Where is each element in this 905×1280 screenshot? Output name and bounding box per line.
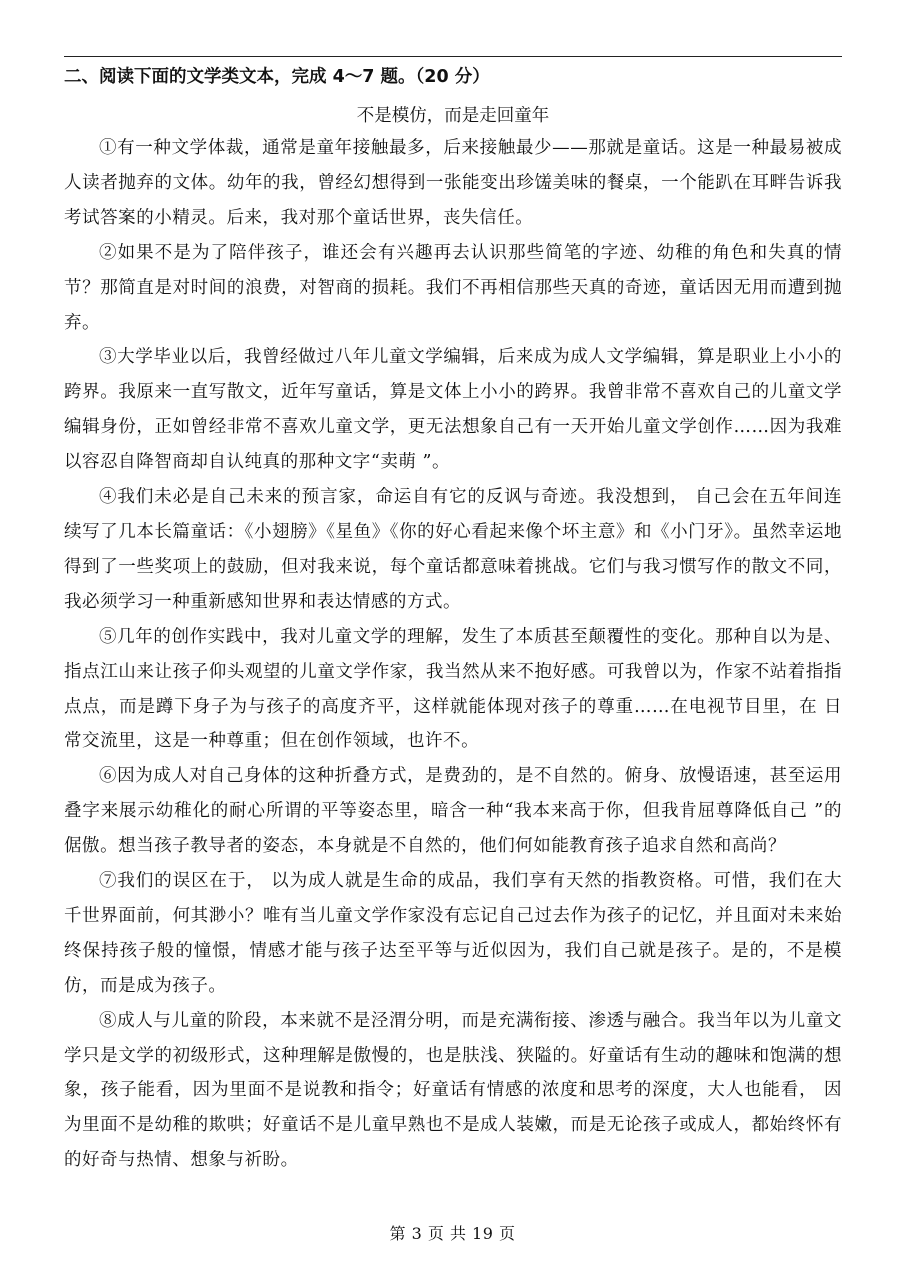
paragraph-1: ①有一种文学体裁，通常是童年接触最多，后来接触最少——那就是童话。这是一种最易被成人读者抛弃的文体。幼年的我，曾经幻想得到一张能变出珍馐美味的餐桌，一个能趴在耳畔告诉我考试答案的小精灵。后来，我对那个童话世界，丧失信任。	[64, 138, 842, 228]
article-body	[64, 131, 842, 1178]
section-heading: 二、阅读下面的文学类文本，完成 4～7 题。（20 分）	[64, 67, 490, 87]
paragraph-7: ⑦我们的误区在于， 以为成人就是生命的成品，我们享有天然的指教资格。可惜，我们在大千世界面前，何其渺小？唯有当儿童文学作家没有忘记自己过去作为孩子的记忆，并且面对未来始终保持孩子般的憧憬，情感才能与孩子达至平等与近似因为，我们自己就是孩子。是的，不是模仿，而是成为孩子。	[64, 871, 842, 996]
paragraph-2: ②如果不是为了陪伴孩子，谁还会有兴趣再去认识那些简笔的字迹、幼稚的角色和失真的情节？那简直是对时间的浪费，对智商的损耗。我们不再相信那些天真的奇迹，童话因无用而遭到抛弃。	[64, 242, 842, 333]
paragraph-3: ③大学毕业以后，我曾经做过八年儿童文学编辑，后来成为成人文学编辑，算是职业上小小的跨界。我原来一直写散文，近年写童话，算是文体上小小的跨界。我曾非常不喜欢自己的儿童文学编辑身份，正如曾经非常不喜欢儿童文学，更无法想象自己有一天开始儿童文学创作……因为我难以容忍自降智商却自认纯真的那种文字“卖萌 ”。	[64, 347, 842, 473]
paragraph-5: ⑤几年的创作实践中，我对儿童文学的理解，发生了本质甚至颠覆性的变化。那种自以为是、指点江山来让孩子仰头观望的儿童文学作家，我当然从来不抱好感。可我曾以为，作家不站着指指点点，而是蹲下身子为与孩子的高度齐平，这样就能体现对孩子的尊重……在电视节目里，在 日常交流里，这是一种尊重；但在创作领域，也许不。	[64, 626, 842, 752]
top-rule	[64, 56, 842, 57]
paragraph-8: ⑧成人与儿童的阶段，本来就不是泾渭分明，而是充满衔接、渗透与融合。我当年以为儿童文学只是文学的初级形式，这种理解是傲慢的，也是肤浅、狭隘的。好童话有生动的趣味和饱满的想象，孩子能看，因为里面不是说教和指令；好童话有情感的浓度和思考的深度，大人也能看， 因为里面不是幼稚的欺哄；好童话不是儿童早熟也不是成人装嫩，而是无论孩子或成人，都始终怀有的好奇与热情、想象与祈盼。	[64, 1010, 842, 1171]
paragraph-6: ⑥因为成人对自己身体的这种折叠方式，是费劲的，是不自然的。俯身、放慢语速，甚至运用叠字来展示幼稚化的耐心所谓的平等姿态里，暗含一种“我本来高于你，但我肯屈尊降低自己 ”的倨傲。想当孩子教导者的姿态，本身就是不自然的，他们何如能教育孩子追求自然和高尚？	[64, 766, 842, 857]
article-title: 不是模仿，而是走回童年	[356, 106, 550, 126]
page-number: 第 3 页 共 19 页	[389, 1224, 516, 1243]
paragraph-4: ④我们未必是自己未来的预言家，命运自有它的反讽与奇迹。我没想到， 自己会在五年间连续写了几本长篇童话：《小翅膀》《星鱼》《你的好心看起来像个坏主意》和《小门牙》。虽然幸运地得到了一些奖项上的鼓励，但对我来说，每个童话都意味着挑战。它们与我习惯写作的散文不同，我必须学习一种重新感知世界和表达情感的方式。	[64, 487, 842, 612]
